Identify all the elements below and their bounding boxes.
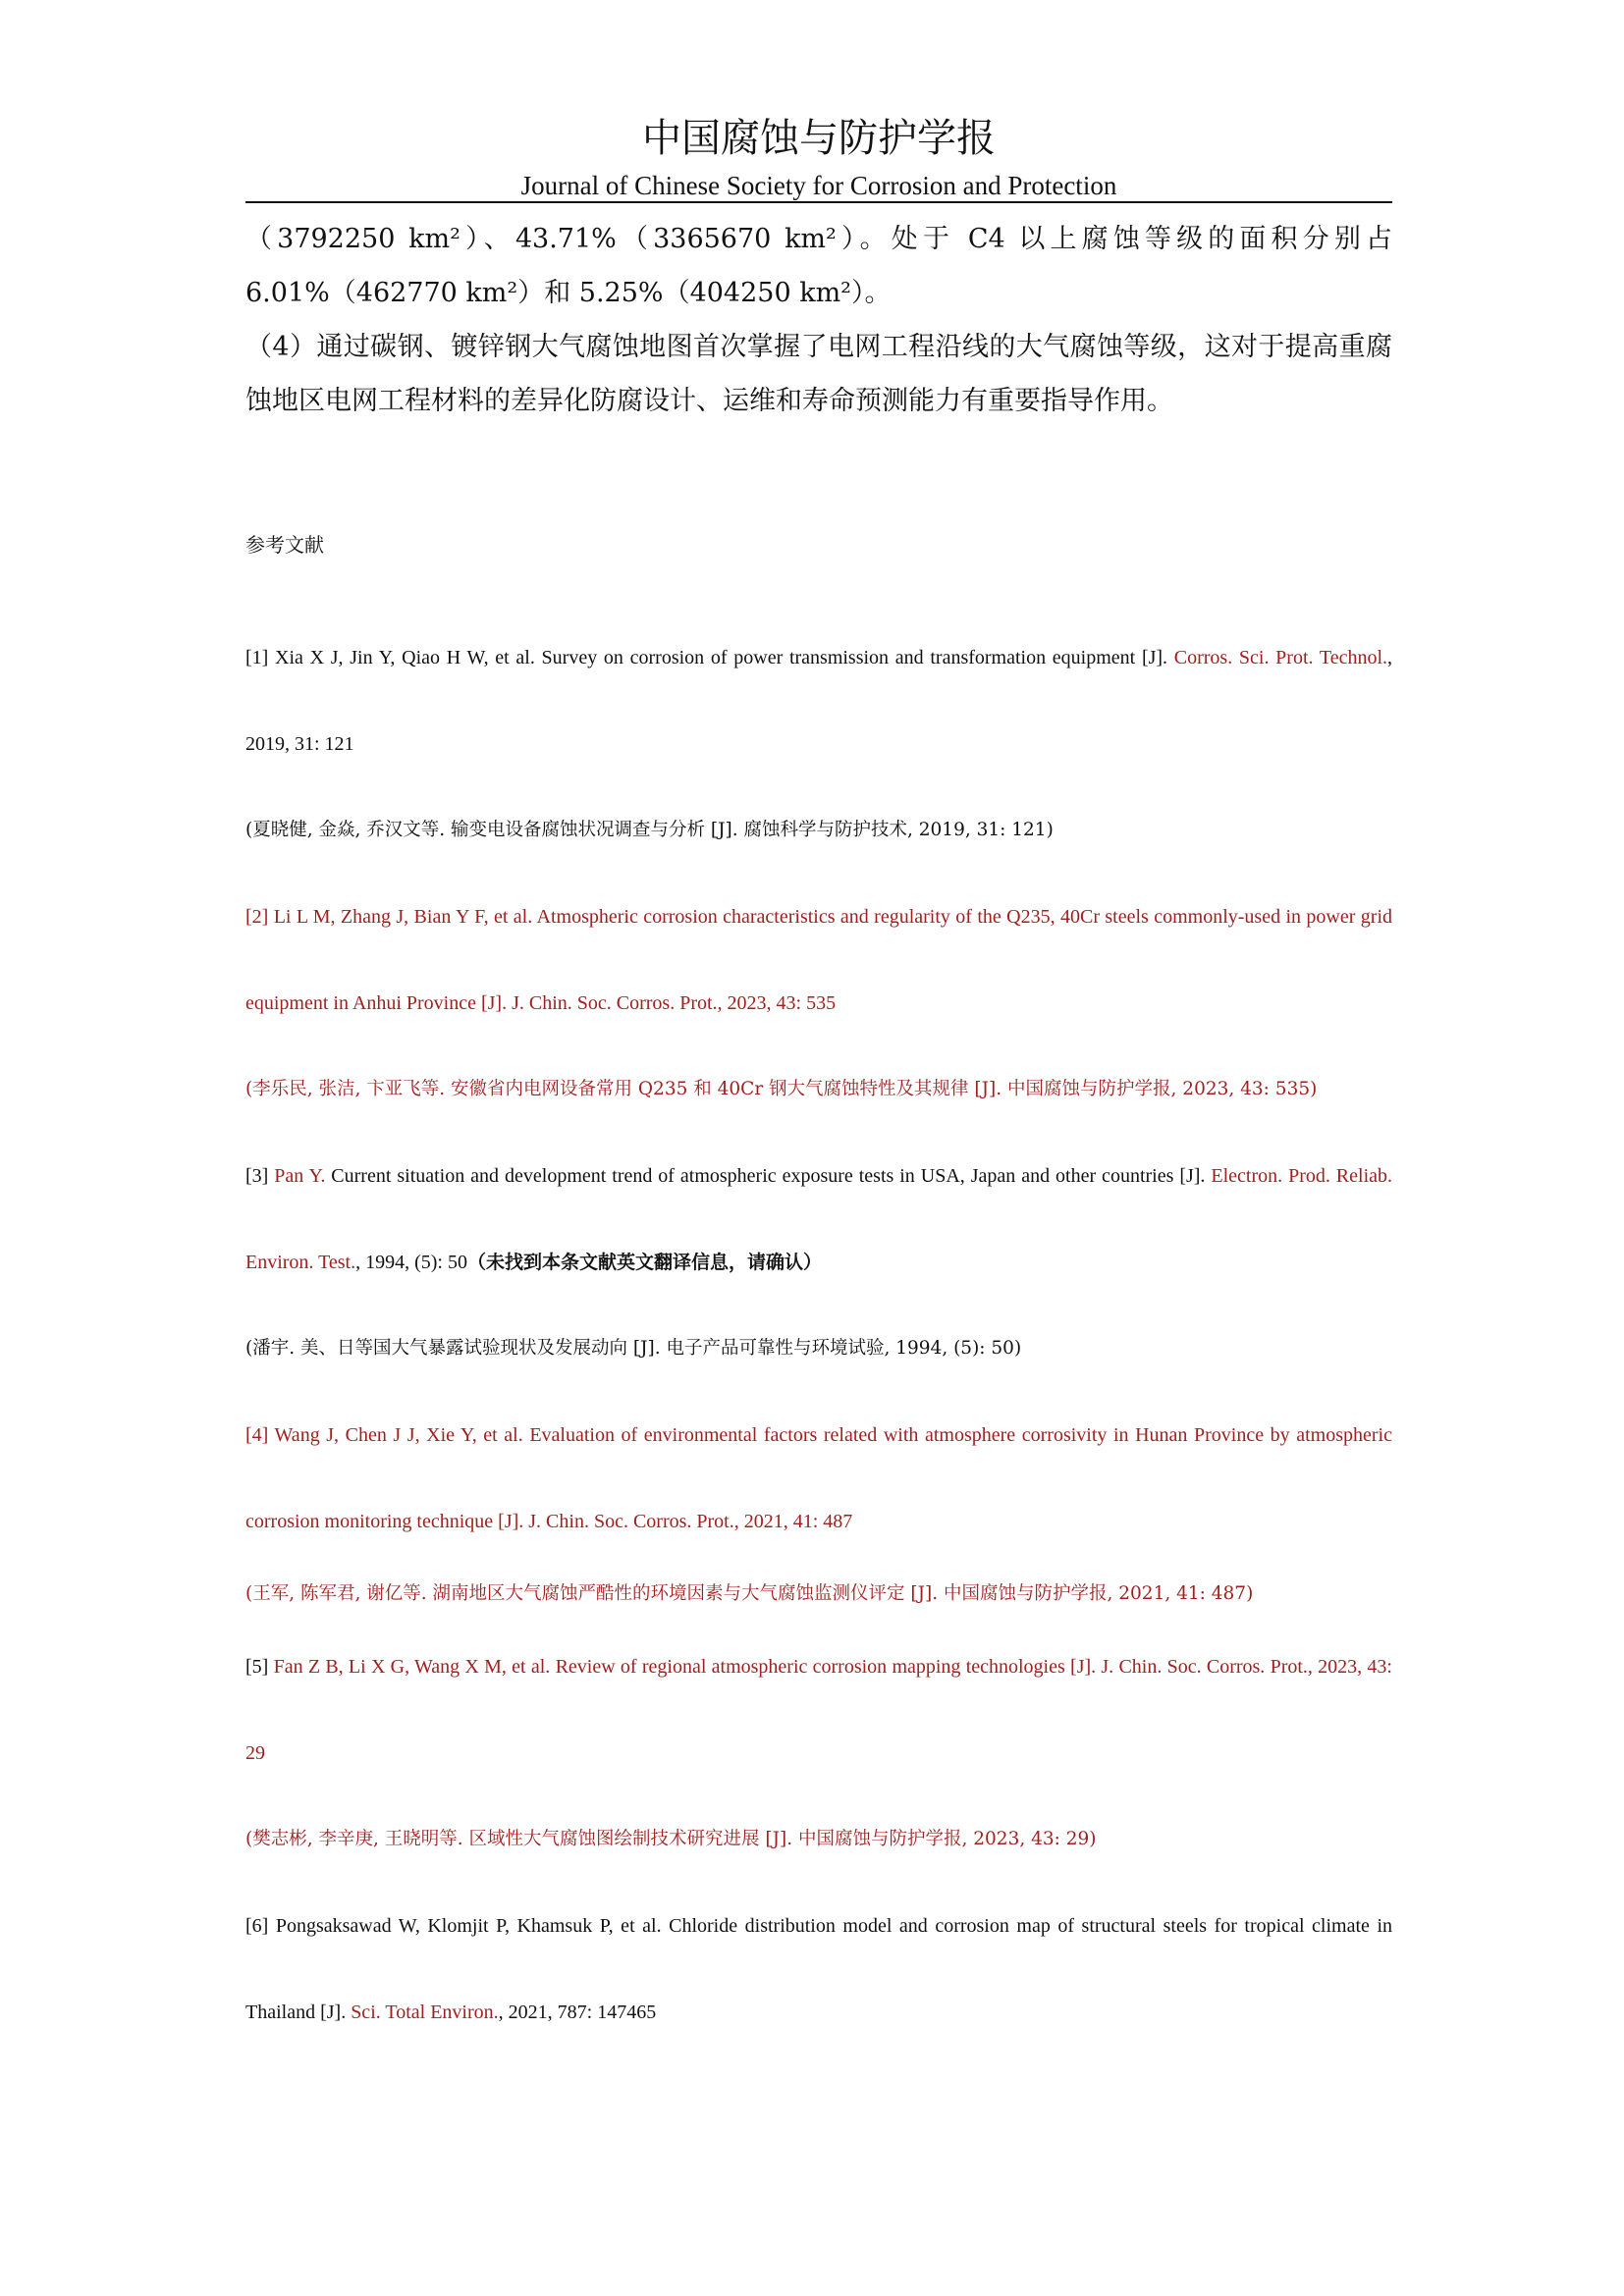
reference-1-en-tail: , 2019, 31: 121 — [245, 647, 1393, 755]
header-rule — [245, 201, 1392, 203]
reference-6-en-tail: , 2021, 787: 147465 — [498, 2002, 657, 2023]
journal-header — [245, 111, 1392, 203]
body-text — [245, 212, 1392, 428]
reference-1-en-main: [1] Xia X J, Jin Y, Qiao H W, et al. Survey on corrosion of power transmission and transformation equipment [J]. — [245, 647, 1174, 668]
body-paragraph-1: （3792250 km²）、43.71%（3365670 km²）。处于 C4 以上腐蚀等级的面积分别占 6.01%（462770 km²）和 5.25%（404250 km²）。 — [245, 224, 1392, 308]
journal-title-cn: 中国腐蚀与防护学报 — [642, 116, 996, 161]
reference-3-cn: (潘宇. 美、日等国大气暴露试验现状及发展动向 [J]. 电子产品可靠性与环境试验, 1994, (5): 50) — [245, 1338, 1022, 1359]
reference-2-cn: (李乐民, 张洁, 卞亚飞等. 安徽省内电网设备常用 Q235 和 40Cr 钢大气腐蚀特性及其规律 [J]. 中国腐蚀与防护学报, 2023, 43: 535) — [245, 1079, 1318, 1099]
reference-3-en-index: [3] — [245, 1165, 275, 1187]
reference-5-en — [245, 1624, 1392, 1796]
reference-3-author: Pan Y. — [274, 1165, 326, 1187]
reference-5-en-main: Fan Z B, Li X G, Wang X M, et al. Review of regional atmospheric corrosion mapping technologies [J]. J. Chin. Soc. Corros. Prot., 2023, 43: 29 — [245, 1656, 1392, 1764]
reference-3-en-tail: , 1994, (5): 50 — [355, 1252, 467, 1273]
reference-3-en-main: Current situation and development trend of atmospheric exposure tests in USA, Japan and other countries [J]. — [325, 1165, 1212, 1187]
reference-4-cn: (王军, 陈军君, 谢亿等. 湖南地区大气腐蚀严酷性的环境因素与大气腐蚀监测仪评定 [J]. 中国腐蚀与防护学报, 2021, 41: 487) — [245, 1583, 1254, 1604]
reference-3-note: （未找到本条文献英文翻译信息，请确认） — [467, 1252, 823, 1273]
reference-5-en-index: [5] — [245, 1656, 274, 1678]
reference-1-cn: (夏晓健, 金焱, 乔汉文等. 输变电设备腐蚀状况调查与分析 [J]. 腐蚀科学与防护技术, 2019, 31: 121) — [245, 820, 1054, 840]
reference-6-en — [245, 1883, 1392, 2056]
reference-5-cn: (樊志彬, 李辛庚, 王晓明等. 区域性大气腐蚀图绘制技术研究进展 [J]. 中国腐蚀与防护学报, 2023, 43: 29) — [245, 1829, 1097, 1849]
references-heading: 参考文献 — [245, 533, 324, 557]
reference-6-en-main: [6] Pongsaksawad W, Klomjit P, Khamsuk P, et al. Chloride distribution model and corrosion map of structural steels for tropical climate in Thailand [J]. — [245, 1915, 1392, 2023]
references-list — [245, 614, 1392, 2056]
reference-1-journal: Corros. Sci. Prot. Technol. — [1173, 647, 1388, 668]
reference-6-journal: Sci. Total Environ. — [351, 2002, 499, 2023]
reference-4-en: [4] Wang J, Chen J J, Xie Y, et al. Evaluation of environmental factors related with atmosphere corrosivity in Hunan Province by atmospheric corrosion monitoring technique [J]. J. Chin. Soc. Corros. Prot., 2021, 41: 487 — [245, 1424, 1392, 1532]
journal-title-en: Journal of Chinese Society for Corrosion and Protection — [520, 171, 1117, 200]
reference-3-en — [245, 1133, 1392, 1306]
reference-3-journal: Electron. Prod. Reliab. Environ. Test. — [245, 1165, 1393, 1273]
reference-2-en: [2] Li L M, Zhang J, Bian Y F, et al. Atmospheric corrosion characteristics and regularity of the Q235, 40Cr steels commonly-used in power grid equipment in Anhui Province [J]. J. Chin. Soc. Corros. Prot., 2023, 43: 535 — [245, 906, 1392, 1014]
body-paragraph-2: （4）通过碳钢、镀锌钢大气腐蚀地图首次掌握了电网工程沿线的大气腐蚀等级，这对于提高重腐蚀地区电网工程材料的差异化防腐设计、运维和寿命预测能力有重要指导作用。 — [245, 332, 1392, 416]
reference-1-en — [245, 614, 1392, 787]
